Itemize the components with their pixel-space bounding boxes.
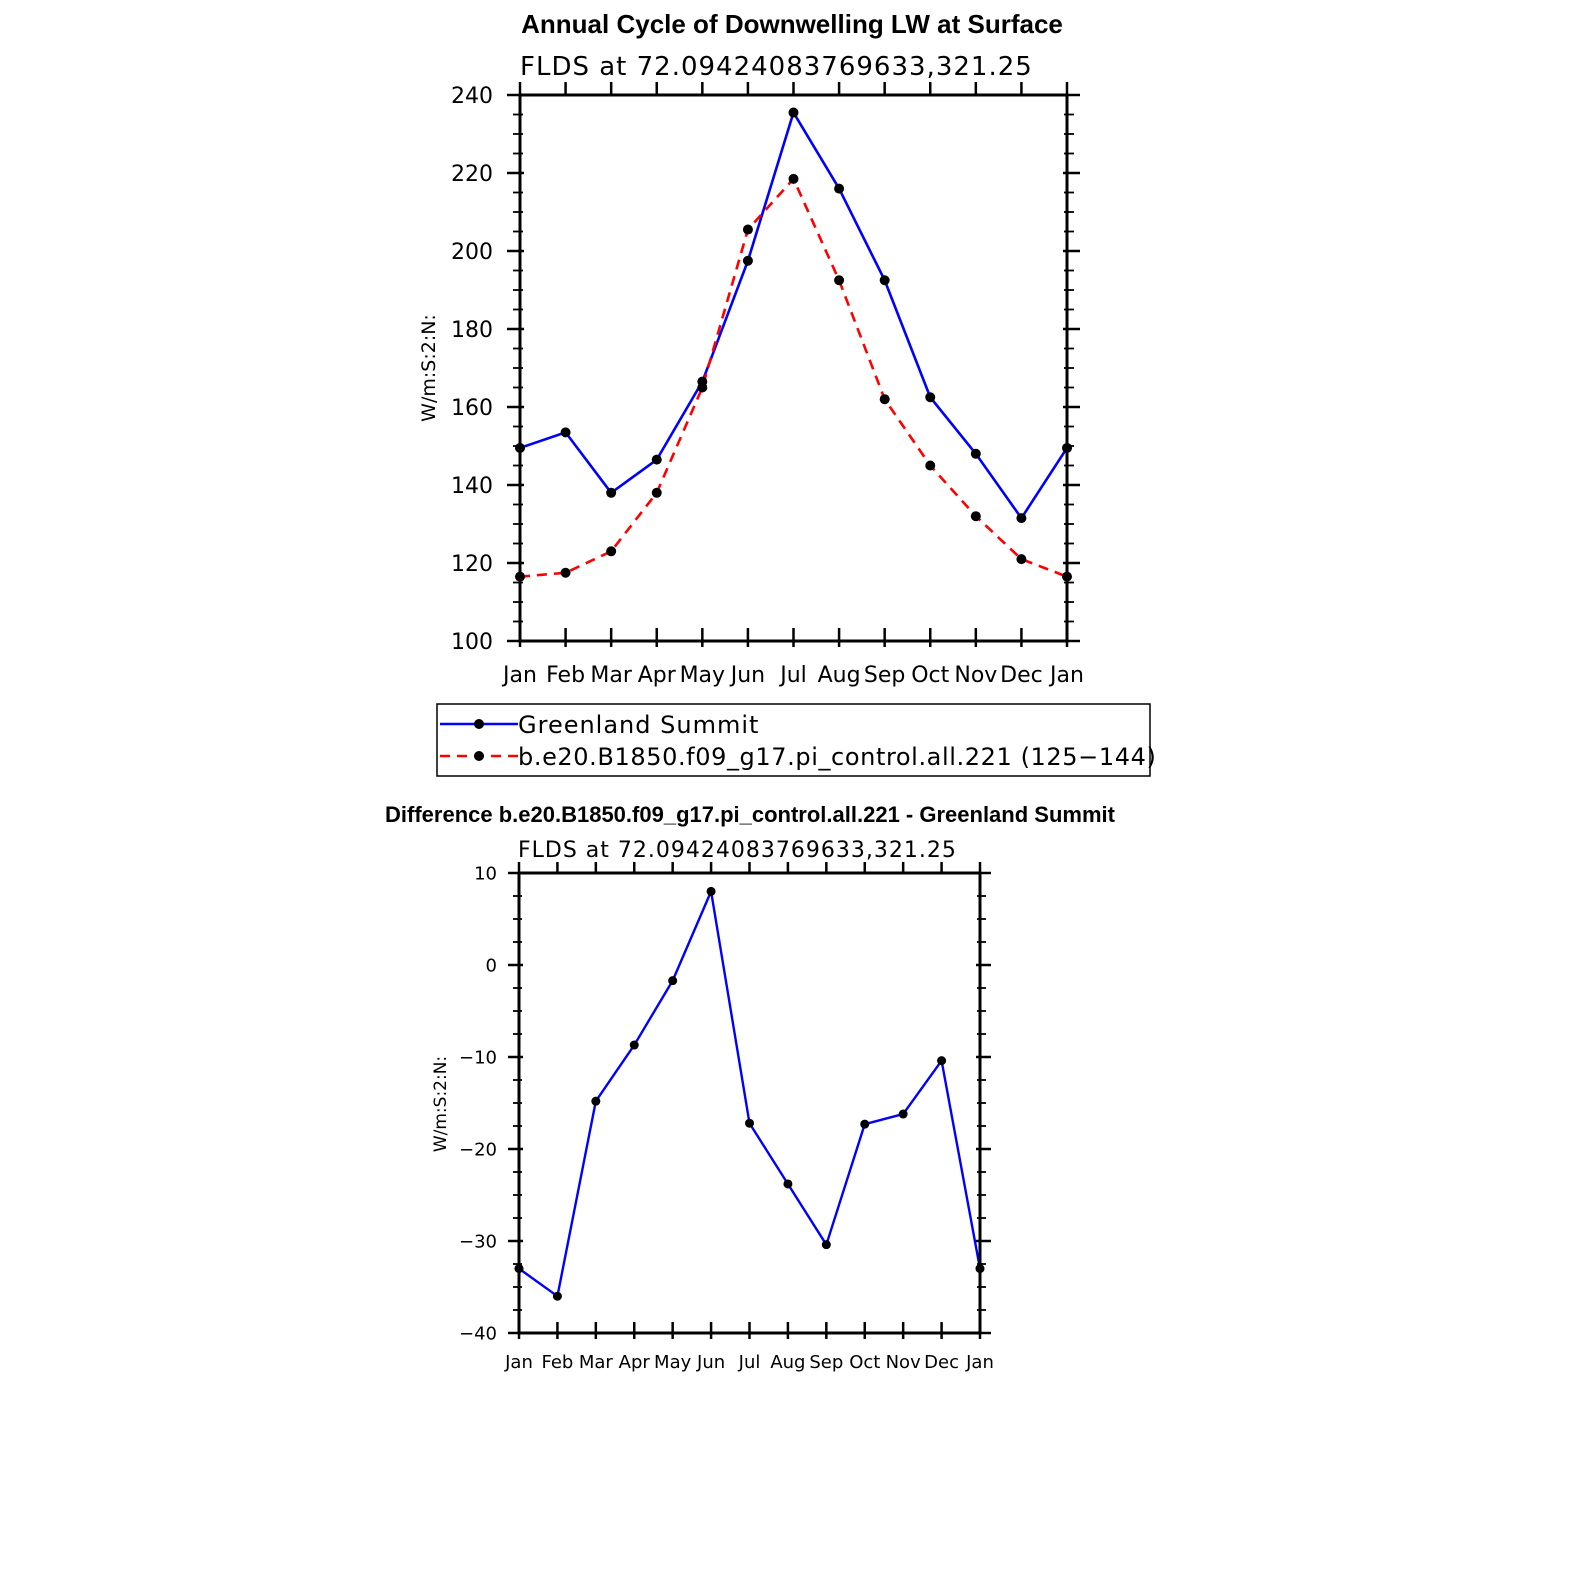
x-tick-label: May [679,663,726,688]
series-0-point [707,887,716,896]
x-tick-label: May [654,1352,692,1373]
series-1-point [606,546,616,556]
series-0-point [668,976,677,985]
y-tick-label: −30 [459,1231,497,1253]
series-0-point [561,427,571,437]
x-tick-label: Mar [590,663,632,688]
x-tick-label: Nov [954,663,998,688]
series-1-point [925,461,935,471]
series-1-point [971,511,981,521]
series-0-point [553,1292,562,1301]
legend-label-model: b.e20.B1850.f09_g17.pi_control.all.221 (125−144) [518,743,1157,771]
difference-chart [385,802,1116,1373]
chart2-y-axis-label: W/m:S:2:N: [431,1055,451,1153]
x-tick-label: Feb [546,663,586,688]
series-1-point [652,488,662,498]
x-tick-label: Jul [780,663,807,688]
series-0-point [630,1041,639,1050]
series-0-point [899,1110,908,1119]
legend-marker-model [474,751,484,761]
series-0-point [860,1120,869,1129]
series-0-point [745,1119,754,1128]
series-1-point [561,568,571,578]
chart1-title: Annual Cycle of Downwelling LW at Surface [521,9,1063,39]
y-tick-label: 240 [451,83,493,109]
series-0-point [743,256,753,266]
x-tick-label: Apr [618,1352,650,1373]
series-0-point [606,488,616,498]
series-1-point [834,275,844,285]
y-tick-label: 160 [451,395,493,421]
series-0-point [591,1097,600,1106]
y-tick-label: 100 [451,629,493,655]
series-line-0 [519,891,980,1296]
y-tick-label: 200 [451,239,493,265]
series-line-1 [520,179,1067,577]
x-tick-label: Mar [578,1352,613,1373]
series-1-point [789,174,799,184]
series-1-point [743,225,753,235]
y-tick-label: −40 [459,1323,497,1345]
chart1-y-axis-label: W/m:S:2:N: [418,314,440,422]
x-tick-label: Oct [849,1352,881,1373]
series-0-point [1016,513,1026,523]
chart2-title: Difference b.e20.B1850.f09_g17.pi_control.all.221 - Greenland Summit [385,802,1115,827]
x-tick-label: Aug [817,663,861,688]
chart1-legend [437,704,1156,776]
y-tick-label: 0 [485,955,497,977]
series-0-point [937,1056,946,1065]
x-tick-label: Dec [1000,663,1043,688]
y-tick-label: 220 [451,161,493,187]
series-line-0 [520,113,1067,519]
series-1-point [1016,554,1026,564]
x-tick-label: Jan [503,663,537,688]
legend-marker-greenland [474,719,484,729]
chart2-subtitle: FLDS at 72.09424083769633,321.25 [518,838,957,863]
series-1-point [880,394,890,404]
x-tick-label: Jun [730,663,766,688]
x-tick-label: Nov [885,1352,921,1373]
series-1-point [697,383,707,393]
series-0-point [925,392,935,402]
chart1-subtitle: FLDS at 72.09424083769633,321.25 [520,52,1033,82]
x-tick-label: Jan [966,1352,994,1373]
x-tick-label: Jun [697,1352,726,1373]
series-0-point [652,455,662,465]
x-tick-label: Jul [738,1352,761,1373]
y-tick-label: −20 [459,1139,497,1161]
y-tick-label: 120 [451,551,493,577]
y-tick-label: 10 [474,863,497,885]
x-tick-label: Apr [637,663,676,688]
series-0-point [880,275,890,285]
legend-label-greenland: Greenland Summit [518,711,760,739]
x-tick-label: Feb [541,1352,574,1373]
annual-cycle-chart [418,9,1156,776]
x-tick-label: Oct [911,663,950,688]
y-tick-label: 140 [451,473,493,499]
y-tick-label: −10 [459,1047,497,1069]
series-0-point [834,184,844,194]
series-0-point [783,1179,792,1188]
x-tick-label: Aug [770,1352,806,1373]
series-0-point [789,108,799,118]
x-tick-label: Jan [1050,663,1084,688]
series-0-point [971,449,981,459]
x-tick-label: Sep [863,663,906,688]
x-tick-label: Jan [505,1352,533,1373]
x-tick-label: Dec [924,1352,960,1373]
y-tick-label: 180 [451,317,493,343]
series-0-point [822,1240,831,1249]
x-tick-label: Sep [809,1352,844,1373]
